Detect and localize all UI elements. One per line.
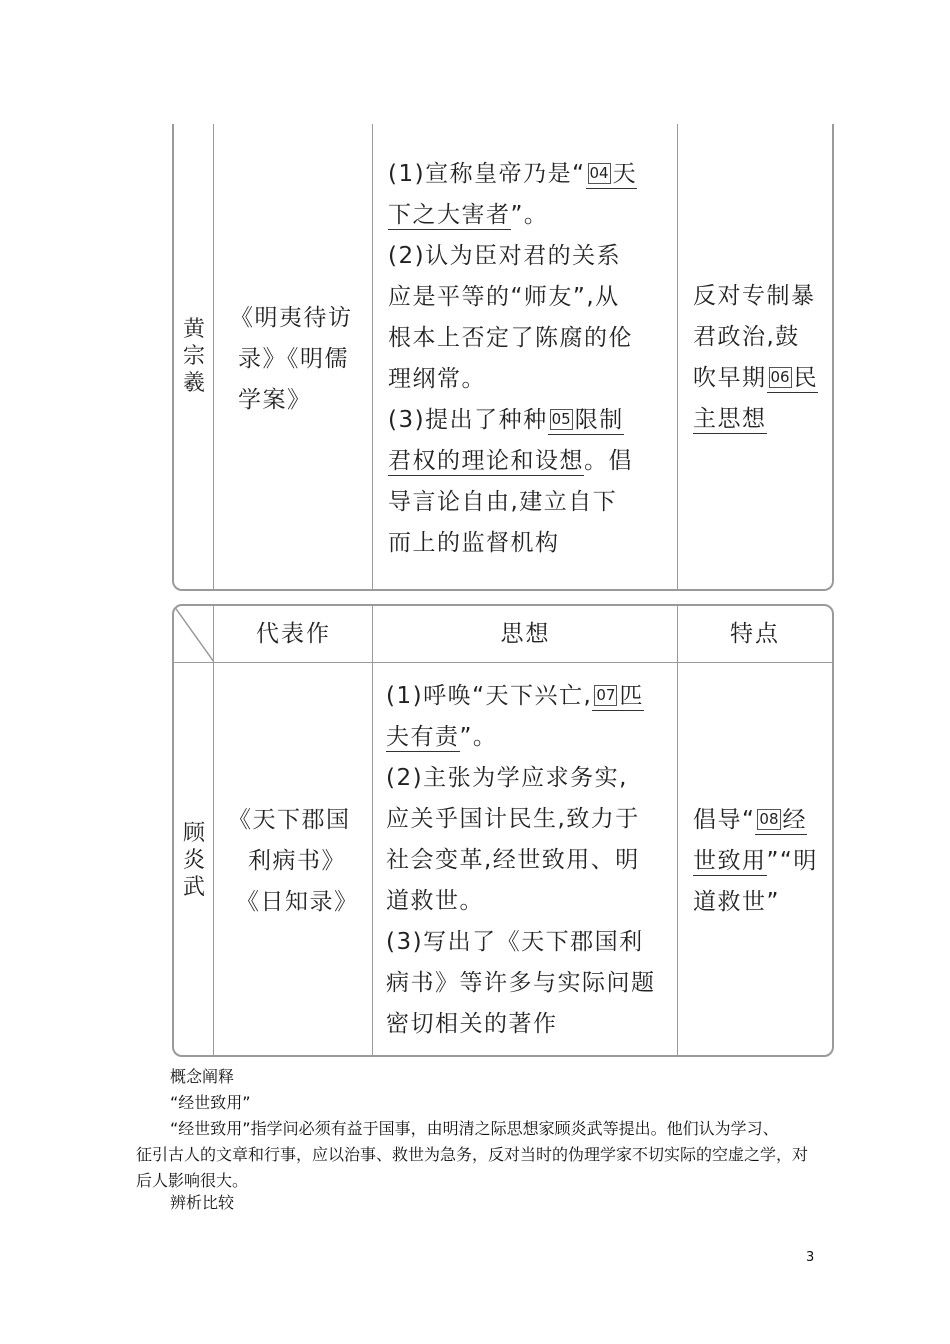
works-cell: 《明夷待访 录》《明儒 学案》 (230, 305, 353, 413)
feature-cell: 倡导“ 08 经 世致用”“明 道救世” (693, 807, 818, 915)
compare-heading: 辨析比较 (170, 1193, 235, 1212)
thinker-table-gu (172, 604, 834, 1057)
thought-cell: (1)呼唤“天下兴亡, 07 匹 夫有责”。 (2)主张为学应求务实, 应关乎国计民生,致力于 社会变革,经世致用、明 道救世。 (3)写出了《天下郡国利 病书》等许多与实际问题 密切相关的著作 (386, 683, 656, 1037)
header-thought: 思想 (500, 621, 551, 647)
concept-term: “经世致用” (170, 1093, 251, 1112)
thinker-table-huang (172, 124, 834, 591)
thought-cell: (1)宣称皇帝乃是“ 04 天 下之大害者”。 (2)认为臣对君的关系 应是平等的“师友”,从 根本上否定了陈腐的伦 理纲常。 (3)提出了种种 05 限制 君权的理论和设想。倡 导言论自由,建立自下 而上的监督机构 (388, 161, 638, 556)
thinker-name: 黄宗羲 (183, 317, 206, 396)
header-feature: 特点 (730, 621, 780, 647)
header-works: 代表作 (256, 621, 331, 647)
works-cell: 《天下郡国 利病书》 《日知录》 (228, 807, 359, 915)
thinker-name: 顾炎武 (183, 821, 206, 900)
diagonal-header-cell (174, 606, 214, 662)
page-number: 3 (806, 1250, 815, 1265)
concept-heading: 概念阐释 (170, 1067, 235, 1086)
feature-cell: 反对专制暴 君政治,鼓 吹早期 06 民 主思想 (693, 283, 819, 432)
concept-body: “经世致用”指学问必须有益于国事，由明清之际思想家顾炎武等提出。他们认为学习、 征引古人的文章和行事，应以治事、救世为急务，反对当时的伪理学家不切实际的空虚之学，对 后人影响很大。 (136, 1119, 809, 1190)
